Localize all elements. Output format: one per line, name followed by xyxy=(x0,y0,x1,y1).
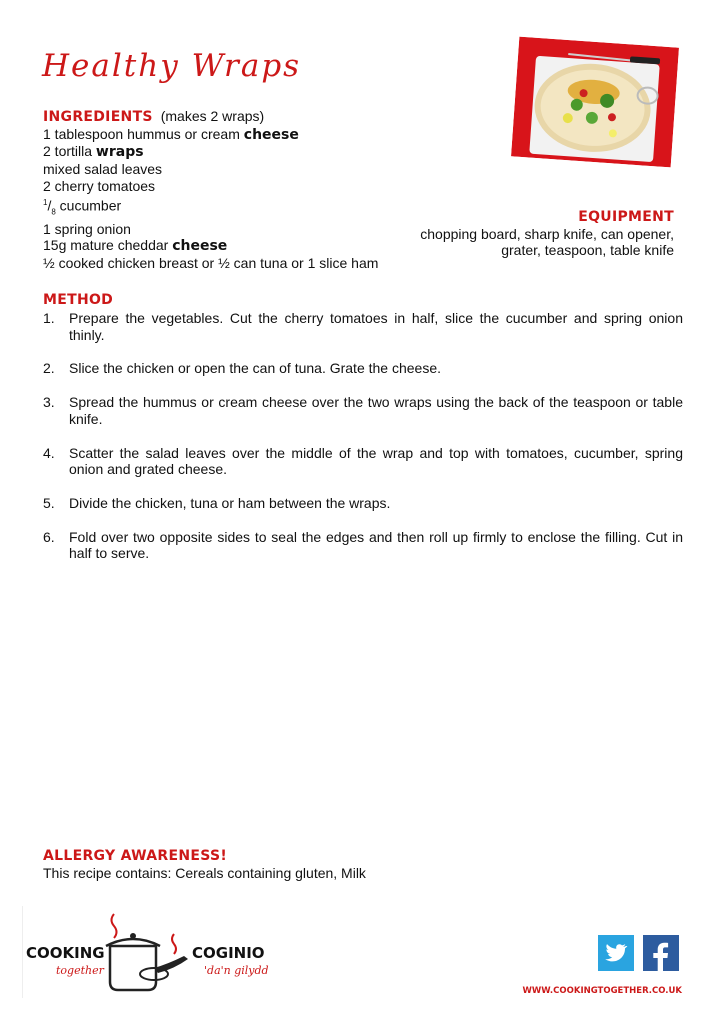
method-step xyxy=(43,394,683,427)
equipment-list: chopping board, sharp knife, can opener, grater, teaspoon, table knife xyxy=(420,225,674,259)
ingredient-keyword: cheese xyxy=(243,126,299,143)
twitter-icon[interactable] xyxy=(598,935,634,971)
step-number: 4. xyxy=(43,444,55,461)
step-number: 2. xyxy=(43,360,55,377)
ingredient-item xyxy=(43,178,383,195)
ingredient-keyword: cheese xyxy=(172,238,228,255)
step-text: Prepare the vegetables. Cut the cherry tomatoes in half, slice the cucumber and spring onion thinly. xyxy=(69,310,683,343)
step-text: Spread the hummus or cream cheese over the two wraps using the back of the teaspoon or table knife. xyxy=(69,394,683,427)
ingredients-section xyxy=(43,108,383,272)
facebook-icon[interactable] xyxy=(643,935,679,971)
step-text: Fold over two opposite sides to seal the edges and then roll up firmly to enclose the filling. Cut in half to serve. xyxy=(69,528,683,562)
fraction-denominator: 8 xyxy=(51,206,56,216)
logo-text-right: COGINIO xyxy=(192,944,265,962)
method-step xyxy=(43,310,683,343)
logo-text-left: COOKING xyxy=(26,944,105,962)
step-number: 3. xyxy=(43,394,55,411)
wrap-photo xyxy=(511,37,679,168)
step-number: 6. xyxy=(43,528,55,545)
ingredient-text: 2 cherry tomatoes xyxy=(43,177,156,194)
ingredient-item xyxy=(43,143,383,161)
step-text: Scatter the salad leaves over the middle of the wrap and top with tomatoes, cucumber, spring onion and grated cheese. xyxy=(69,444,683,478)
logo-sub-left: together xyxy=(56,964,104,977)
recipe-title: Healthy Wraps xyxy=(42,48,302,84)
method-step xyxy=(43,495,683,512)
ingredient-text: mixed salad leaves xyxy=(43,161,163,178)
ingredient-item xyxy=(43,126,383,144)
ingredient-item xyxy=(43,237,383,255)
ingredient-item xyxy=(43,221,383,238)
step-number: 5. xyxy=(43,494,55,511)
logo-sub-right: 'da'n gilydd xyxy=(204,964,269,977)
equipment-section xyxy=(404,209,674,259)
allergy-section xyxy=(43,847,543,882)
step-text: Slice the chicken or open the can of tuna. Grate the cheese. xyxy=(69,360,442,377)
method-heading: METHOD xyxy=(43,292,114,308)
ingredient-text: 1 spring onion xyxy=(43,220,131,237)
ingredient-text: 1 tablespoon hummus or cream xyxy=(43,125,244,142)
ingredient-item: $^1/_8$ cucumber xyxy=(43,197,122,216)
ingredient-text: 15g mature cheddar xyxy=(43,237,173,254)
step-text: Divide the chicken, tuna or ham between the wraps. xyxy=(69,494,391,511)
ingredient-item xyxy=(43,161,383,178)
step-number: 1. xyxy=(43,310,55,326)
ingredient-text: ½ cooked chicken breast or ½ can tuna or 1 slice ham xyxy=(43,255,379,272)
ingredient-text: 2 tortilla xyxy=(43,143,96,160)
allergy-heading: ALLERGY AWARENESS! xyxy=(43,848,228,864)
ingredients-heading: INGREDIENTS xyxy=(43,109,153,125)
method-step xyxy=(43,529,683,562)
cooking-together-logo xyxy=(22,906,282,998)
ingredients-yield: (makes 2 wraps) xyxy=(160,108,265,124)
ingredient-item xyxy=(43,255,383,272)
fraction-numerator: 1 xyxy=(43,197,48,207)
method-step xyxy=(43,360,683,377)
method-steps xyxy=(43,310,683,579)
ingredient-keyword: wraps xyxy=(95,144,144,161)
equipment-heading: EQUIPMENT xyxy=(578,209,674,225)
ingredient-text: cucumber xyxy=(55,197,122,214)
allergy-text: This recipe contains: Cereals containing gluten, Milk xyxy=(43,865,366,881)
method-step xyxy=(43,445,683,478)
website-link[interactable]: WWW.COOKINGTOGETHER.CO.UK xyxy=(522,986,682,996)
